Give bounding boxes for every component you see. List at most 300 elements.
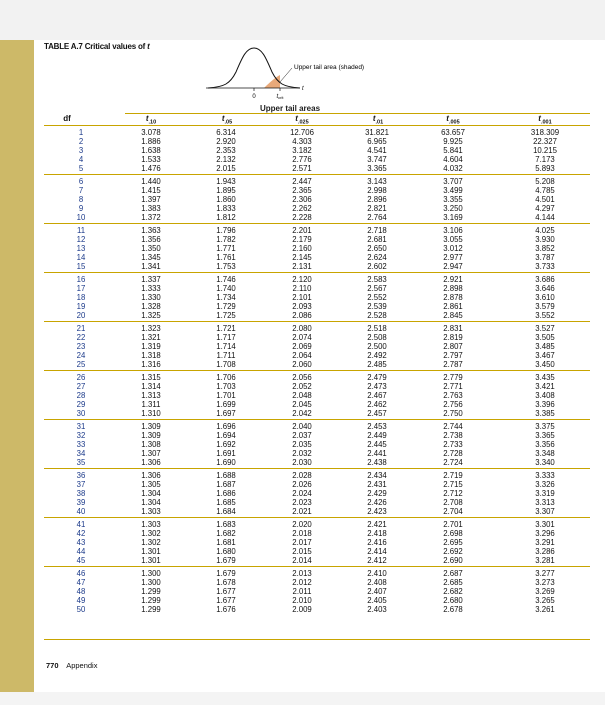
value-cell-t05: 1.684 (216, 507, 236, 517)
value-cell-t001: 5.208 (535, 177, 555, 186)
df-cell: 2 (78, 137, 84, 147)
value-cell-t10: 1.299 (141, 605, 161, 615)
table-title-variable: t (147, 42, 150, 51)
value-cell-t01: 2.410 (367, 569, 387, 578)
value-cell-t025: 2.018 (292, 529, 312, 539)
value-cell-t005: 3.250 (443, 204, 463, 214)
value-cell-t01: 2.998 (367, 186, 387, 196)
df-cell: 45 (76, 556, 86, 566)
value-cell-t025: 2.228 (292, 213, 312, 223)
value-cell-t005: 2.807 (443, 342, 463, 352)
value-cell-t005: 2.695 (443, 538, 463, 548)
value-cell-t025: 2.048 (292, 391, 312, 401)
value-cell-t10: 1.415 (141, 186, 161, 196)
value-cell-t10: 1.350 (141, 244, 161, 254)
col-header-t01: $t_{.01}$ (372, 114, 384, 126)
table-row (44, 213, 590, 223)
value-cell-t01: 2.405 (367, 596, 387, 606)
col-header-t10: $t_{.10}$ (145, 114, 157, 126)
value-cell-t025: 2.045 (292, 400, 312, 410)
value-cell-t01: 2.438 (367, 458, 387, 468)
value-cell-t05: 1.677 (216, 587, 236, 597)
value-cell-t005: 2.682 (443, 587, 463, 597)
value-cell-t005: 2.712 (443, 489, 463, 499)
value-cell-t01: 2.423 (367, 507, 387, 517)
df-cell: 35 (76, 458, 86, 468)
value-cell-t005: 4.032 (443, 164, 463, 174)
value-cell-t001: 3.313 (535, 498, 555, 508)
value-cell-t025: 2.080 (292, 324, 312, 333)
value-cell-t05: 1.703 (216, 382, 236, 392)
value-cell-t025: 2.026 (292, 480, 312, 490)
value-cell-t05: 1.708 (216, 360, 236, 370)
value-cell-t10: 1.440 (141, 177, 161, 186)
density-curve (208, 48, 300, 88)
value-cell-t05: 1.711 (216, 351, 236, 361)
df-cell: 43 (76, 538, 86, 548)
value-cell-t01: 2.539 (367, 302, 387, 312)
value-cell-t10: 1.301 (141, 547, 161, 557)
value-cell-t05: 1.740 (216, 284, 236, 294)
df-cell: 46 (76, 569, 86, 578)
value-cell-t10: 1.308 (141, 440, 161, 450)
value-cell-t001: 3.930 (535, 235, 555, 245)
value-cell-t05: 2.353 (216, 146, 236, 156)
value-cell-t10: 1.300 (141, 578, 161, 588)
value-cell-t025: 2.145 (292, 253, 312, 263)
value-cell-t10: 1.310 (141, 409, 161, 419)
value-cell-t001: 3.396 (535, 400, 555, 410)
value-cell-t01: 2.453 (367, 422, 387, 431)
value-cell-t01: 2.624 (367, 253, 387, 263)
table-title-text: Critical values of (84, 42, 146, 51)
value-cell-t001: 3.281 (535, 556, 555, 566)
value-cell-t025: 2.776 (292, 155, 312, 165)
value-cell-t001: 3.265 (535, 596, 555, 606)
table-row (44, 507, 590, 517)
table-row (44, 556, 590, 566)
value-cell-t001: 3.527 (535, 324, 555, 333)
value-cell-t01: 2.426 (367, 498, 387, 508)
value-cell-t025: 2.056 (292, 373, 312, 382)
value-cell-t025: 2.160 (292, 244, 312, 254)
value-cell-t005: 4.604 (443, 155, 463, 165)
value-cell-t10: 1.304 (141, 489, 161, 499)
value-cell-t025: 2.017 (292, 538, 312, 548)
df-cell: 31 (76, 422, 86, 431)
value-cell-t005: 9.925 (443, 137, 463, 147)
value-cell-t001: 3.307 (535, 507, 555, 517)
value-cell-t05: 1.699 (216, 400, 236, 410)
value-cell-t025: 2.060 (292, 360, 312, 370)
value-cell-t10: 1.356 (141, 235, 161, 245)
axis-t-label: t (302, 86, 304, 92)
value-cell-t05: 1.685 (216, 498, 236, 508)
value-cell-t001: 3.356 (535, 440, 555, 450)
value-cell-t001: 3.385 (535, 409, 555, 419)
value-cell-t10: 1.318 (141, 351, 161, 361)
value-cell-t005: 5.841 (443, 146, 463, 156)
df-cell: 40 (76, 507, 86, 517)
value-cell-t005: 2.898 (443, 284, 463, 294)
value-cell-t025: 2.093 (292, 302, 312, 312)
row-group (44, 517, 590, 566)
col-header-t025: $t_{.025}$ (295, 114, 309, 126)
df-cell: 9 (78, 204, 84, 214)
value-cell-t01: 2.418 (367, 529, 387, 539)
value-cell-t025: 2.009 (292, 605, 312, 615)
value-cell-t01: 3.747 (367, 155, 387, 165)
value-cell-t10: 1.299 (141, 587, 161, 597)
value-cell-t01: 2.718 (367, 226, 387, 235)
df-cell: 10 (76, 213, 86, 223)
tail-area-label: Upper tail area (shaded) (294, 64, 365, 71)
row-group (44, 223, 590, 272)
value-cell-t01: 2.462 (367, 400, 387, 410)
value-cell-t01: 2.518 (367, 324, 387, 333)
value-cell-t005: 2.831 (443, 324, 463, 333)
df-cell: 39 (76, 498, 86, 508)
value-cell-t05: 1.721 (216, 324, 236, 333)
value-cell-t001: 7.173 (535, 155, 555, 165)
value-cell-t001: 3.269 (535, 587, 555, 597)
value-cell-t005: 2.819 (443, 333, 463, 343)
value-cell-t10: 1.307 (141, 449, 161, 459)
upper-tail-shade (264, 75, 280, 88)
value-cell-t05: 1.714 (216, 342, 236, 352)
df-cell: 49 (76, 596, 86, 606)
value-cell-t001: 3.485 (535, 342, 555, 352)
table-row (44, 311, 590, 321)
df-cell: 13 (76, 244, 86, 254)
value-cell-t05: 1.717 (216, 333, 236, 343)
value-cell-t025: 2.024 (292, 489, 312, 499)
value-cell-t05: 1.688 (216, 471, 236, 480)
value-cell-t001: 3.273 (535, 578, 555, 588)
df-cell: 47 (76, 578, 86, 588)
tail-pointer-line (280, 68, 292, 82)
value-cell-t005: 2.719 (443, 471, 463, 480)
tcrit-label: tcrit (276, 94, 284, 100)
value-cell-t05: 1.782 (216, 235, 236, 245)
value-cell-t025: 2.101 (292, 293, 312, 303)
value-cell-t025: 2.040 (292, 422, 312, 431)
value-cell-t10: 1.314 (141, 382, 161, 392)
value-cell-t005: 2.977 (443, 253, 463, 263)
value-cell-t10: 1.476 (141, 164, 161, 174)
df-cell: 16 (76, 275, 86, 284)
value-cell-t10: 1.397 (141, 195, 161, 205)
value-cell-t05: 1.701 (216, 391, 236, 401)
value-cell-t005: 2.698 (443, 529, 463, 539)
value-cell-t10: 1.886 (141, 137, 161, 147)
value-cell-t05: 1.812 (216, 213, 236, 223)
value-cell-t10: 1.319 (141, 342, 161, 352)
value-cell-t01: 2.528 (367, 311, 387, 321)
value-cell-t001: 3.552 (535, 311, 555, 321)
value-cell-t01: 2.500 (367, 342, 387, 352)
value-cell-t10: 1.300 (141, 569, 161, 578)
value-cell-t005: 2.685 (443, 578, 463, 588)
value-cell-t001: 3.450 (535, 360, 555, 370)
value-cell-t025: 2.201 (292, 226, 312, 235)
value-cell-t025: 2.179 (292, 235, 312, 245)
value-cell-t01: 2.492 (367, 351, 387, 361)
value-cell-t05: 1.679 (216, 556, 236, 566)
value-cell-t01: 2.567 (367, 284, 387, 294)
value-cell-t01: 2.434 (367, 471, 387, 480)
value-cell-t005: 2.687 (443, 569, 463, 578)
row-group (44, 321, 590, 370)
value-cell-t001: 3.686 (535, 275, 555, 284)
value-cell-t05: 1.706 (216, 373, 236, 382)
df-cell: 14 (76, 253, 86, 263)
value-cell-t05: 1.761 (216, 253, 236, 263)
value-cell-t01: 2.485 (367, 360, 387, 370)
value-cell-t001: 3.365 (535, 431, 555, 441)
value-cell-t005: 3.707 (443, 177, 463, 186)
value-cell-t005: 2.947 (443, 262, 463, 272)
value-cell-t001: 4.501 (535, 195, 555, 205)
value-cell-t01: 3.365 (367, 164, 387, 174)
value-cell-t001: 3.579 (535, 302, 555, 312)
value-cell-t01: 2.583 (367, 275, 387, 284)
value-cell-t05: 1.746 (216, 275, 236, 284)
value-cell-t001: 3.787 (535, 253, 555, 263)
value-cell-t01: 2.429 (367, 489, 387, 499)
value-cell-t025: 12.706 (290, 128, 314, 137)
value-cell-t01: 2.764 (367, 213, 387, 223)
value-cell-t05: 1.687 (216, 480, 236, 490)
zero-label: 0 (252, 94, 256, 100)
value-cell-t005: 3.355 (443, 195, 463, 205)
value-cell-t05: 1.860 (216, 195, 236, 205)
df-cell: 6 (78, 177, 84, 186)
value-cell-t001: 3.610 (535, 293, 555, 303)
page-number: 770 (46, 661, 59, 670)
value-cell-t01: 2.449 (367, 431, 387, 441)
value-cell-t025: 2.012 (292, 578, 312, 588)
value-cell-t025: 2.023 (292, 498, 312, 508)
df-cell: 38 (76, 489, 86, 499)
value-cell-t10: 1.533 (141, 155, 161, 165)
df-cell: 23 (76, 342, 86, 352)
row-group (44, 272, 590, 321)
df-cell: 15 (76, 262, 86, 272)
value-cell-t05: 1.725 (216, 311, 236, 321)
value-cell-t025: 2.447 (292, 177, 312, 186)
value-cell-t025: 2.032 (292, 449, 312, 459)
bottom-margin (0, 692, 605, 705)
value-cell-t10: 1.306 (141, 471, 161, 480)
df-cell: 42 (76, 529, 86, 539)
value-cell-t001: 3.733 (535, 262, 555, 272)
value-cell-t005: 2.690 (443, 556, 463, 566)
df-cell: 22 (76, 333, 86, 343)
table-row (44, 458, 590, 468)
df-cell: 17 (76, 284, 86, 294)
page-side-tab (0, 40, 34, 705)
value-cell-t005: 3.055 (443, 235, 463, 245)
value-cell-t10: 1.321 (141, 333, 161, 343)
value-cell-t10: 1.301 (141, 556, 161, 566)
page-footer (46, 661, 97, 670)
value-cell-t001: 3.277 (535, 569, 555, 578)
value-cell-t001: 22.327 (533, 137, 557, 147)
value-cell-t025: 2.110 (292, 284, 312, 294)
value-cell-t005: 2.779 (443, 373, 463, 382)
value-cell-t05: 1.680 (216, 547, 236, 557)
value-cell-t001: 3.435 (535, 373, 555, 382)
value-cell-t10: 1.311 (141, 400, 161, 410)
value-cell-t001: 318.309 (530, 128, 560, 137)
critical-values-table (44, 125, 590, 615)
value-cell-t05: 1.692 (216, 440, 236, 450)
value-cell-t05: 1.681 (216, 538, 236, 548)
value-cell-t01: 2.403 (367, 605, 387, 615)
value-cell-t001: 3.326 (535, 480, 555, 490)
value-cell-t001: 4.785 (535, 186, 555, 196)
df-cell: 37 (76, 480, 86, 490)
value-cell-t001: 3.375 (535, 422, 555, 431)
value-cell-t05: 1.943 (216, 177, 236, 186)
value-cell-t10: 1.304 (141, 498, 161, 508)
value-cell-t10: 1.299 (141, 596, 161, 606)
df-cell: 8 (78, 195, 84, 205)
value-cell-t01: 2.479 (367, 373, 387, 382)
value-cell-t005: 3.169 (443, 213, 463, 223)
value-cell-t025: 2.037 (292, 431, 312, 441)
value-cell-t001: 3.340 (535, 458, 555, 468)
value-cell-t001: 3.348 (535, 449, 555, 459)
df-cell: 30 (76, 409, 86, 419)
row-group (44, 468, 590, 517)
value-cell-t005: 63.657 (441, 128, 465, 137)
value-cell-t001: 3.286 (535, 547, 555, 557)
value-cell-t005: 3.012 (443, 244, 463, 254)
value-cell-t05: 1.682 (216, 529, 236, 539)
df-cell: 18 (76, 293, 86, 303)
df-cell: 50 (76, 605, 86, 615)
value-cell-t10: 1.328 (141, 302, 161, 312)
value-cell-t025: 2.306 (292, 195, 312, 205)
section-name: Appendix (66, 661, 98, 670)
value-cell-t025: 2.028 (292, 471, 312, 480)
value-cell-t10: 1.305 (141, 480, 161, 490)
value-cell-t01: 3.143 (367, 177, 387, 186)
value-cell-t05: 1.833 (216, 204, 236, 214)
table-number: TABLE A.7 (44, 42, 83, 51)
df-cell: 21 (76, 324, 86, 333)
value-cell-t05: 1.696 (216, 422, 236, 431)
df-cell: 29 (76, 400, 86, 410)
value-cell-t01: 31.821 (365, 128, 389, 137)
value-cell-t05: 1.691 (216, 449, 236, 459)
value-cell-t005: 2.704 (443, 507, 463, 517)
value-cell-t10: 1.383 (141, 204, 161, 214)
value-cell-t005: 2.733 (443, 440, 463, 450)
value-cell-t001: 3.301 (535, 520, 555, 529)
value-cell-t025: 2.011 (292, 587, 312, 597)
value-cell-t025: 2.069 (292, 342, 312, 352)
value-cell-t005: 2.797 (443, 351, 463, 361)
value-cell-t01: 2.473 (367, 382, 387, 392)
value-cell-t05: 1.676 (216, 605, 236, 615)
value-cell-t025: 2.015 (292, 547, 312, 557)
value-cell-t005: 2.861 (443, 302, 463, 312)
df-cell: 44 (76, 547, 86, 557)
value-cell-t025: 2.131 (292, 262, 312, 272)
df-cell: 19 (76, 302, 86, 312)
value-cell-t01: 2.896 (367, 195, 387, 205)
col-header-t05: $t_{.05}$ (221, 114, 233, 126)
value-cell-t025: 2.014 (292, 556, 312, 566)
value-cell-t025: 2.042 (292, 409, 312, 419)
value-cell-t05: 2.920 (216, 137, 236, 147)
value-cell-t001: 3.333 (535, 471, 555, 480)
value-cell-t005: 2.715 (443, 480, 463, 490)
t-distribution-diagram (200, 44, 440, 102)
value-cell-t01: 2.412 (367, 556, 387, 566)
value-cell-t10: 1.638 (141, 146, 161, 156)
value-cell-t01: 6.965 (367, 137, 387, 147)
value-cell-t05: 1.753 (216, 262, 236, 272)
value-cell-t001: 3.319 (535, 489, 555, 499)
value-cell-t025: 2.120 (292, 275, 312, 284)
value-cell-t10: 1.309 (141, 431, 161, 441)
value-cell-t05: 1.678 (216, 578, 236, 588)
value-cell-t01: 2.508 (367, 333, 387, 343)
value-cell-t005: 2.701 (443, 520, 463, 529)
value-cell-t001: 4.025 (535, 226, 555, 235)
value-cell-t01: 2.445 (367, 440, 387, 450)
df-cell: 24 (76, 351, 86, 361)
value-cell-t005: 2.763 (443, 391, 463, 401)
value-cell-t025: 4.303 (292, 137, 312, 147)
value-cell-t001: 3.421 (535, 382, 555, 392)
table-row (44, 605, 590, 615)
value-cell-t001: 3.505 (535, 333, 555, 343)
value-cell-t10: 1.313 (141, 391, 161, 401)
value-cell-t10: 1.333 (141, 284, 161, 294)
value-cell-t005: 2.845 (443, 311, 463, 321)
row-group (44, 125, 590, 174)
df-cell: 26 (76, 373, 86, 382)
value-cell-t10: 1.303 (141, 520, 161, 529)
value-cell-t10: 1.341 (141, 262, 161, 272)
value-cell-t001: 3.291 (535, 538, 555, 548)
value-cell-t01: 2.457 (367, 409, 387, 419)
tcrit-subscript: crit (278, 95, 284, 100)
value-cell-t005: 2.750 (443, 409, 463, 419)
value-cell-t10: 1.323 (141, 324, 161, 333)
value-cell-t10: 1.302 (141, 529, 161, 539)
value-cell-t05: 1.694 (216, 431, 236, 441)
value-cell-t05: 1.677 (216, 596, 236, 606)
upper-tail-areas-caption: Upper tail areas (259, 104, 321, 113)
col-header-t001: $t_{.001}$ (538, 114, 552, 126)
df-cell: 1 (78, 128, 84, 137)
value-cell-t001: 10.215 (533, 146, 557, 156)
value-cell-t10: 1.315 (141, 373, 161, 382)
df-cell: 34 (76, 449, 86, 459)
df-cell: 48 (76, 587, 86, 597)
value-cell-t10: 1.330 (141, 293, 161, 303)
row-group (44, 174, 590, 223)
value-cell-t005: 2.787 (443, 360, 463, 370)
df-cell: 33 (76, 440, 86, 450)
value-cell-t025: 2.013 (292, 569, 312, 578)
